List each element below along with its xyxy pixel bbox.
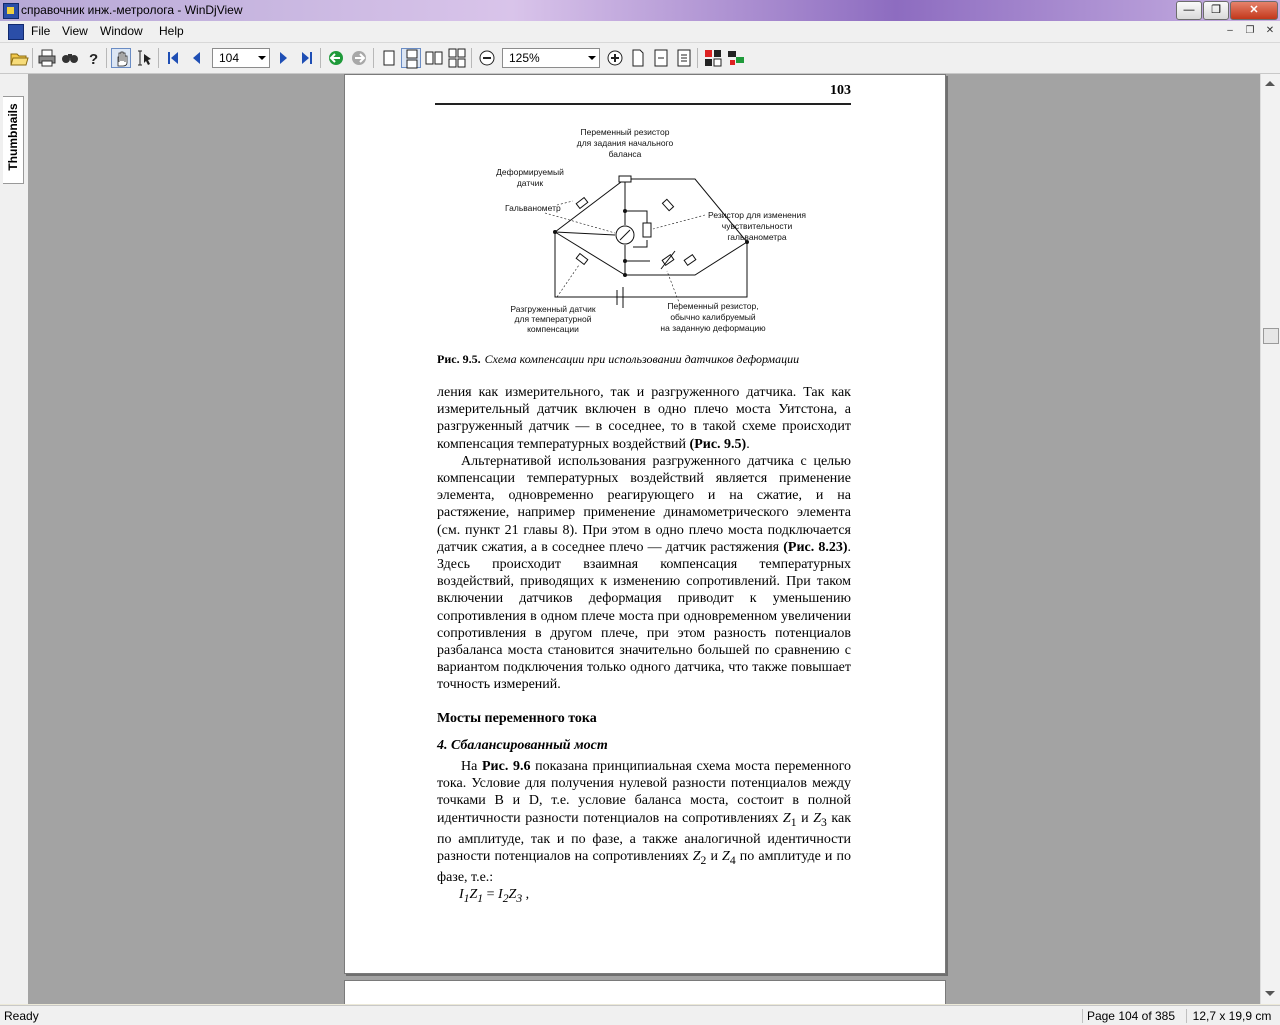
- minimize-button[interactable]: —: [1176, 1, 1202, 20]
- label-calibrated-resistor: Переменный резистор, обычно калибруемый на заданную деформацию: [660, 301, 766, 333]
- caption-text: Схема компенсации при использовании датчиков деформации: [484, 352, 800, 366]
- next-document-page: [344, 980, 946, 1004]
- fit-page-icon[interactable]: [628, 48, 648, 68]
- page-number-value: 104: [219, 51, 240, 65]
- open-icon[interactable]: [9, 48, 29, 68]
- prev-page-icon[interactable]: [186, 48, 206, 68]
- hand-tool-icon[interactable]: [111, 48, 131, 68]
- continuous-page-icon[interactable]: [401, 48, 421, 68]
- zoom-value: 125%: [509, 51, 540, 65]
- back-icon[interactable]: [326, 48, 346, 68]
- caption-number: Рис. 9.5.: [437, 352, 481, 366]
- status-ready: Ready: [4, 1009, 39, 1023]
- bridge-circuit-diagram: [485, 125, 825, 340]
- mdi-minimize-button[interactable]: –: [1227, 25, 1233, 36]
- last-page-icon[interactable]: [297, 48, 317, 68]
- chevron-down-icon[interactable]: [588, 56, 596, 60]
- chevron-down-icon[interactable]: [258, 56, 266, 60]
- paragraph-1: ления как измерительного, так и разгруженного датчика. Так как измерительный датчик включен в одно плечо моста Уитстона, а разгруженный датчик — в соседнее, то в такой схеме происходит компенсация температурных воздействий (Рис. 9.5).: [437, 385, 851, 452]
- help-icon[interactable]: [83, 48, 103, 68]
- label-deform-sensor: Деформируемый датчик: [496, 167, 564, 188]
- header-rule: [435, 103, 851, 105]
- menu-window[interactable]: Window: [100, 24, 143, 38]
- thumbnails-tab[interactable]: [3, 96, 24, 184]
- vertical-scrollbar[interactable]: [1260, 74, 1280, 1004]
- zoom-select[interactable]: [502, 48, 600, 68]
- thumbnails-tab-label: Thumbnails: [6, 103, 20, 171]
- fit-width-icon[interactable]: [651, 48, 671, 68]
- balance-formula: $I_1Z_1 = I_2Z_3$ ,: [459, 887, 530, 905]
- actual-size-icon[interactable]: [674, 48, 694, 68]
- forward-icon[interactable]: [349, 48, 369, 68]
- status-page: Page 104 of 385: [1082, 1009, 1179, 1023]
- page-number: 103: [830, 83, 851, 98]
- menu-file[interactable]: File: [31, 24, 51, 38]
- single-page-icon[interactable]: [379, 48, 399, 68]
- scroll-down-icon[interactable]: [1265, 991, 1275, 996]
- label-sensitivity-resistor: Резистор для изменения чувствительности гальванометра: [708, 210, 806, 242]
- body-text-block-1: [437, 384, 851, 694]
- zoom-in-icon[interactable]: [605, 48, 625, 68]
- paragraph-2: Альтернативой использования разгруженного датчика с целью компенсации температурных воздействий является применение элемента, одновременно реагирующего и на сжатие, и на растяжение, например применение динамометрического элемента (см. пункт 21 главы 8). При этом в одно плечо моста подключается датчик сжатия, а в соседнее плечо — датчик растяжения (Рис. 8.23). Здесь происходит взаимная компенсация температурных воздействий, приводящих к изменению сопротивлений. При таком включении датчиков деформация приводит к уменьшению сопротивления в одном плече моста при одновременном увеличении сопротивления в другом плече, при этом разность потенциалов разбаланса моста становится значительно большей по сравнению с вариантом подключения только одного датчика, что также повышает точность измерений.: [437, 453, 851, 693]
- menu-view[interactable]: View: [62, 24, 88, 38]
- figure-reference: (Рис. 8.23): [783, 539, 848, 555]
- close-button[interactable]: ✕: [1230, 1, 1278, 20]
- document-icon[interactable]: [8, 24, 24, 40]
- window-title: справочник инж.-метролога - WinDjView: [21, 3, 243, 17]
- figure-reference: (Рис. 9.5): [689, 436, 747, 452]
- first-page-icon[interactable]: [163, 48, 183, 68]
- svg-text:?: ?: [89, 51, 99, 68]
- label-galvanometer: Гальванометр: [505, 203, 561, 213]
- paragraph-3: На Рис. 9.6 показана принципиальная схема моста переменного тока. Условие для получения нулевой разности потенциалов между точками B и D, т.е. условие баланса моста, состоит в полной идентичности разности потенциалов на сопротивлениях $Z_1$ и $Z_3$ как по амплитуде, так и по фазе, а также аналогичной идентичности разности потенциалов на сопротивлениях $Z_2$ и $Z_4$ по амплитуде и по фазе, т.е.:: [437, 759, 851, 885]
- label-unloaded-sensor: Разгруженный датчик для температурной компенсации: [510, 304, 596, 334]
- next-page-icon[interactable]: [274, 48, 294, 68]
- menu-help[interactable]: Help: [159, 24, 184, 38]
- title-bar: [0, 0, 1280, 21]
- layers-icon[interactable]: [726, 48, 746, 68]
- page-number-input[interactable]: [212, 48, 270, 68]
- document-page: [344, 74, 946, 974]
- select-tool-icon[interactable]: [134, 48, 154, 68]
- document-viewer[interactable]: [28, 74, 1260, 1004]
- mdi-restore-button[interactable]: ❐: [1245, 25, 1255, 36]
- menu-bar: [0, 21, 1280, 43]
- status-bar: [0, 1005, 1280, 1025]
- label-top-resistor: Переменный резистор для задания начального баланса: [576, 127, 674, 159]
- continuous-facing-icon[interactable]: [447, 48, 467, 68]
- find-icon[interactable]: [60, 48, 80, 68]
- figure-reference: Рис. 9.6: [481, 759, 531, 774]
- mdi-close-button[interactable]: ✕: [1265, 25, 1275, 36]
- status-page-size: 12,7 x 19,9 cm: [1186, 1009, 1277, 1023]
- body-text-block-2: [437, 758, 851, 886]
- scroll-up-icon[interactable]: [1265, 81, 1275, 86]
- scrollbar-thumb[interactable]: [1263, 328, 1279, 344]
- section-heading: Мосты переменного тока: [437, 711, 597, 726]
- display-mode-icon[interactable]: [703, 48, 723, 68]
- maximize-button[interactable]: ❐: [1203, 1, 1229, 20]
- figure-caption: [437, 352, 799, 367]
- thumbnails-sidebar: [0, 74, 29, 1004]
- facing-pages-icon[interactable]: [424, 48, 444, 68]
- print-icon[interactable]: [37, 48, 57, 68]
- toolbar: [0, 43, 1280, 74]
- subsection-heading: 4. Сбалансированный мост: [437, 738, 608, 753]
- app-icon: [3, 3, 19, 19]
- zoom-out-icon[interactable]: [477, 48, 497, 68]
